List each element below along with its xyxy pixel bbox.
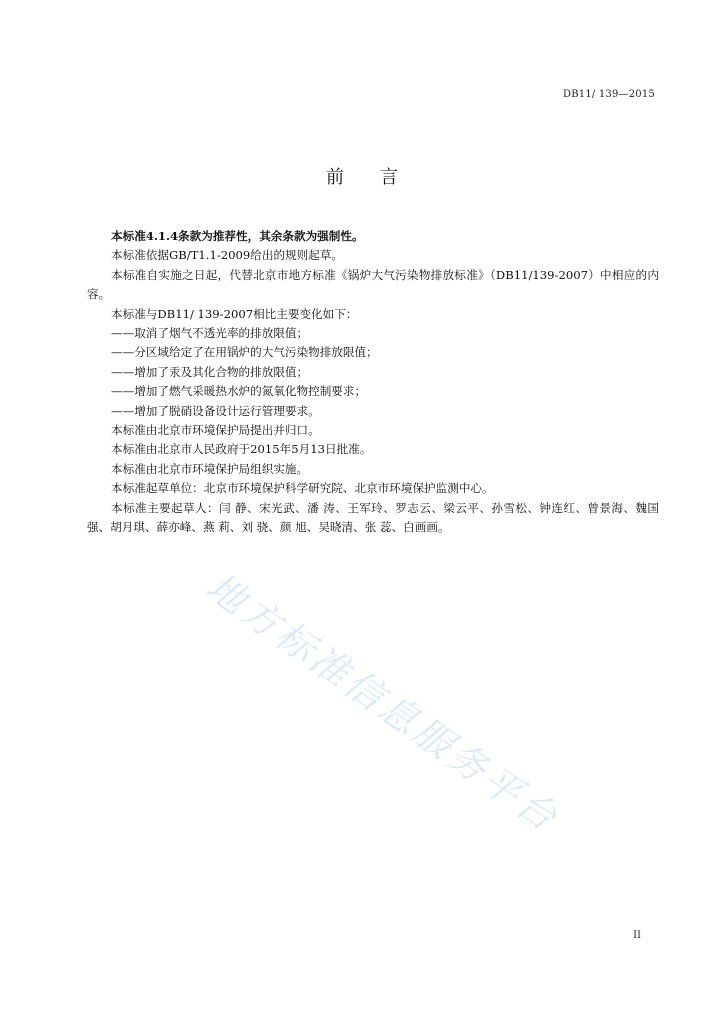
change-item: ——分区域给定了在用锅炉的大气污染物排放限值； <box>111 345 378 360</box>
change-item: ——增加了脱硝设备设计运行管理要求。 <box>111 403 320 418</box>
change-item: ——取消了烟气不透光率的排放限值； <box>111 326 309 341</box>
foreword-body <box>87 227 659 538</box>
paragraph-implementation: 本标准由北京市环境保护局组织实施。 <box>111 461 309 476</box>
paragraph-drafters: 本标准主要起草人：闫 静、宋光武、潘 涛、王军玲、罗志云、梁云平、孙雪松、钟连红、曾景海、魏国强、胡月琪、薛亦峰、燕 莉、刘 骁、颜 旭、吴晓清、张 蕊、白画画。 <box>87 500 659 535</box>
watermark: 地方标准信息服务平台 <box>198 564 568 842</box>
paragraph-drafting-units: 本标准起草单位：北京市环境保护科学研究院、北京市环境保护监测中心。 <box>111 481 494 496</box>
change-item: ——增加了汞及其化合物的排放限值； <box>111 364 309 379</box>
paragraph-drafting-rules: 本标准依据GB/T1.1-2009给出的规则起草。 <box>111 248 344 263</box>
page-title: 前言 <box>326 167 434 188</box>
document-code: DB11/ 139—2015 <box>563 89 655 100</box>
paragraph-replacement: 本标准自实施之日起，代替北京市地方标准《锅炉大气污染物排放标准》（DB11/139-2007）中相应的内容。 <box>87 267 659 302</box>
change-item: ——增加了燃气采暖热水炉的氮氧化物控制要求； <box>111 384 367 399</box>
paragraph-clause-nature: 本标准4.1.4条款为推荐性，其余条款为强制性。 <box>111 229 364 243</box>
paragraph-changes-intro: 本标准与DB11/ 139-2007相比主要变化如下： <box>111 306 358 321</box>
paragraph-approval: 本标准由北京市人民政府于2015年5月13日批准。 <box>111 442 372 457</box>
paragraph-proposer: 本标准由北京市环境保护局提出并归口。 <box>111 423 320 438</box>
page-number: II <box>633 930 641 941</box>
